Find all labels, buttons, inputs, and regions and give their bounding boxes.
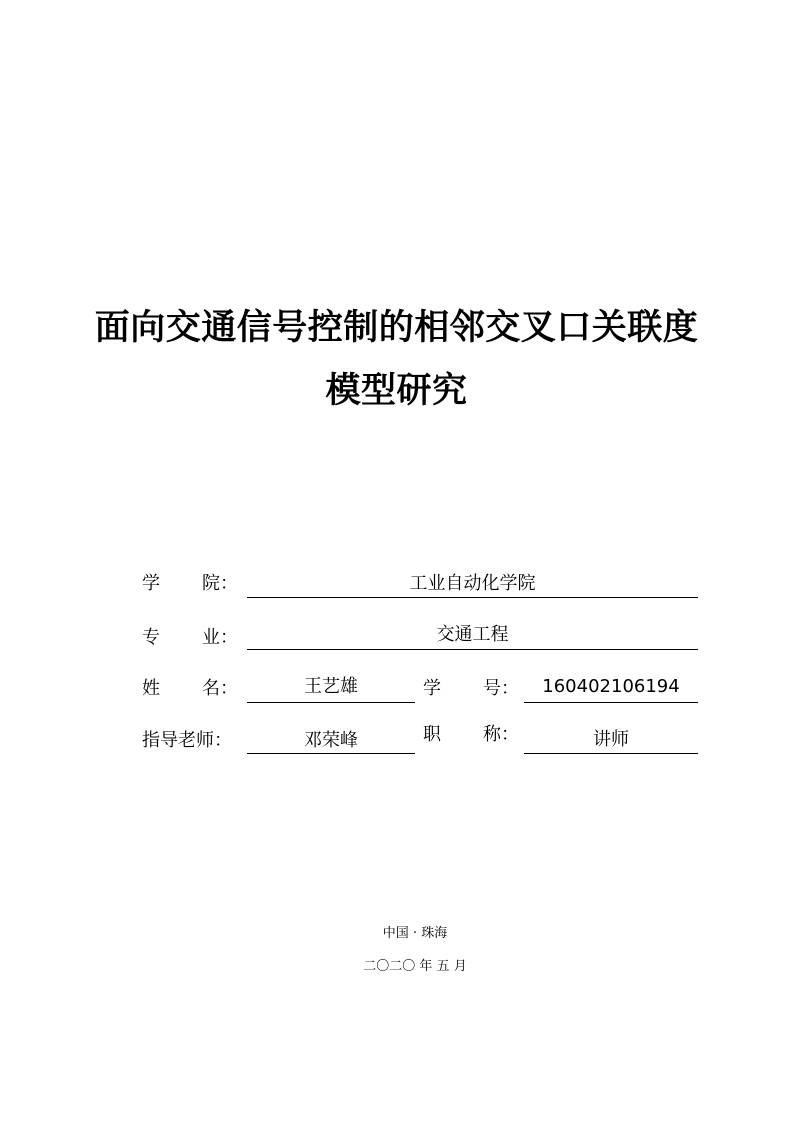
college-label-part-2: 院：	[202, 573, 238, 594]
advisor-title-label-part-2: 称：	[483, 724, 519, 745]
major-value: 交通工程	[436, 624, 509, 645]
footer-date: 二〇二〇 年 五 月	[363, 959, 467, 974]
student-id-label-part-1: 学	[423, 678, 441, 699]
college-value: 工业自动化学院	[409, 573, 536, 594]
advisor-title-label-part-1: 职	[423, 724, 441, 745]
college-underline	[247, 597, 698, 598]
major-label-part-2: 业：	[202, 627, 238, 648]
advisor-underline	[247, 753, 415, 754]
footer-location: 中国 · 珠海	[382, 926, 448, 941]
advisor-title-value: 讲师	[593, 729, 629, 750]
advisor-value: 邓荣峰	[304, 730, 358, 751]
name-underline	[247, 702, 415, 703]
thesis-title-line-2: 模型研究	[325, 370, 468, 411]
name-label-part-2: 名：	[202, 678, 238, 699]
student-id-label-part-2: 号：	[483, 678, 519, 699]
student-id-value: 160402106194	[542, 676, 680, 697]
advisor-title-underline	[524, 753, 698, 754]
name-label-part-1: 姓	[142, 678, 160, 699]
student-id-underline	[524, 702, 698, 703]
college-label-part-1: 学	[142, 573, 160, 594]
advisor-label: 指导老师：	[142, 730, 232, 751]
name-value: 王艺雄	[304, 676, 358, 697]
major-label-part-1: 专	[142, 627, 160, 648]
thesis-title-line-1: 面向交通信号控制的相邻交叉口关联度	[94, 307, 699, 348]
major-underline	[247, 649, 698, 650]
